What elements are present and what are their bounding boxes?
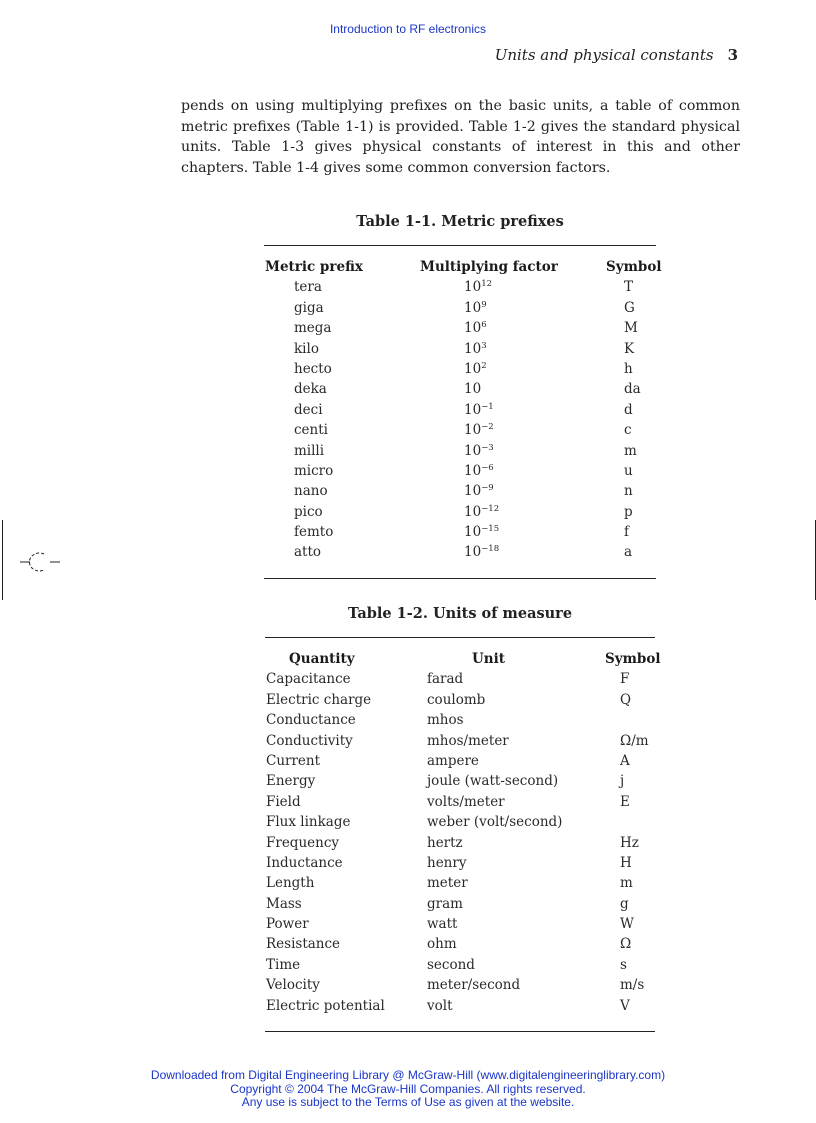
table2-row xyxy=(0,671,816,691)
table1-row xyxy=(0,544,816,564)
factor-base: 10 xyxy=(464,320,482,337)
multiplying-factor xyxy=(464,320,487,336)
quantity-name: Mass xyxy=(266,895,302,912)
table2-header-symbol: Symbol xyxy=(605,651,661,667)
unit-name: coulomb xyxy=(427,691,486,708)
table1-row xyxy=(0,443,816,463)
table1-bottom-rule xyxy=(264,578,656,579)
footer-notice xyxy=(0,1069,816,1110)
factor-base: 10 xyxy=(464,544,482,561)
running-title: Units and physical constants xyxy=(494,46,714,64)
prefix-name: deka xyxy=(294,381,327,398)
exponent: −1 xyxy=(481,401,494,412)
table1-row xyxy=(0,463,816,483)
prefix-name: femto xyxy=(294,524,334,541)
unit-name: volt xyxy=(427,997,453,1014)
unit-symbol: m xyxy=(620,875,633,892)
prefix-symbol: M xyxy=(624,320,638,337)
multiplying-factor xyxy=(464,381,481,397)
unit-symbol: Ω/m xyxy=(620,732,649,749)
exponent: 2 xyxy=(481,360,487,371)
quantity-name: Conductivity xyxy=(266,732,353,749)
unit-symbol: j xyxy=(620,773,625,790)
prefix-name: deci xyxy=(294,401,323,418)
table2-row xyxy=(0,814,816,834)
table2-row xyxy=(0,896,816,916)
prefix-name: kilo xyxy=(294,340,319,357)
quantity-name: Resistance xyxy=(266,936,341,953)
page-number: 3 xyxy=(727,46,738,64)
table2-body xyxy=(0,671,816,1018)
prefix-symbol: a xyxy=(624,544,633,561)
quantity-name: Conductance xyxy=(266,712,356,729)
unit-symbol: g xyxy=(620,895,629,912)
prefix-symbol: p xyxy=(624,503,633,520)
table2-bottom-rule xyxy=(265,1031,655,1032)
factor-base: 10 xyxy=(464,422,482,439)
table1-row xyxy=(0,279,816,299)
table2-row xyxy=(0,875,816,895)
quantity-name: Capacitance xyxy=(266,671,351,688)
quantity-name: Inductance xyxy=(266,854,343,871)
prefix-symbol: m xyxy=(624,442,637,459)
body-paragraph: pends on using multiplying prefixes on the basic units, a table of common metric prefixes (Table 1-1) is provided. Table 1-2 gives the standard physical units. Table 1-3 gives physical constants of interest in this and other chapters. Table 1-4 gives some common conversion factors. xyxy=(181,98,740,176)
unit-name: farad xyxy=(427,671,464,688)
multiplying-factor xyxy=(464,504,499,520)
unit-name: meter xyxy=(427,875,468,892)
table1-header-prefix: Metric prefix xyxy=(265,259,363,275)
table2-top-rule xyxy=(265,637,655,638)
prefix-symbol: da xyxy=(624,381,641,398)
unit-symbol: A xyxy=(620,752,630,769)
quantity-name: Power xyxy=(266,916,309,933)
factor-base: 10 xyxy=(464,462,482,479)
footer-line-terms: Any use is subject to the Terms of Use as given at the website. xyxy=(241,1095,575,1110)
factor-base: 10 xyxy=(464,381,482,398)
prefix-name: giga xyxy=(294,299,324,316)
table2-row xyxy=(0,957,816,977)
exponent: −12 xyxy=(481,503,500,514)
table1-row xyxy=(0,504,816,524)
units-of-measure-table xyxy=(0,651,816,1018)
prefix-symbol: n xyxy=(624,483,633,500)
table2-row xyxy=(0,916,816,936)
table2-row xyxy=(0,977,816,997)
quantity-name: Velocity xyxy=(266,977,320,994)
exponent: −15 xyxy=(481,524,500,535)
prefix-name: centi xyxy=(294,422,328,439)
table2-header-row xyxy=(0,651,816,671)
table1-row xyxy=(0,483,816,503)
factor-base: 10 xyxy=(464,340,482,357)
quantity-name: Electric potential xyxy=(266,997,385,1014)
table1-row xyxy=(0,300,816,320)
factor-base: 10 xyxy=(464,360,482,377)
prefix-symbol: T xyxy=(624,279,634,296)
table2-row xyxy=(0,794,816,814)
prefix-symbol: c xyxy=(624,422,632,439)
unit-name: meter/second xyxy=(427,977,521,994)
table2-row xyxy=(0,692,816,712)
multiplying-factor xyxy=(464,300,487,316)
prefix-name: hecto xyxy=(294,360,332,377)
multiplying-factor xyxy=(464,443,494,459)
unit-symbol: Hz xyxy=(620,834,639,851)
prefix-name: mega xyxy=(294,320,332,337)
exponent: 6 xyxy=(481,320,487,331)
exponent: −6 xyxy=(481,462,494,473)
table2-row xyxy=(0,733,816,753)
prefix-symbol: d xyxy=(624,401,633,418)
quantity-name: Flux linkage xyxy=(266,814,351,831)
table2-row xyxy=(0,712,816,732)
footer-line-download[interactable]: Downloaded from Digital Engineering Library @ McGraw-Hill (www.digitalengineeringlibrary.com) xyxy=(150,1068,666,1082)
prefix-symbol: u xyxy=(624,462,633,479)
unit-symbol: Ω xyxy=(620,936,632,953)
prefix-name: pico xyxy=(294,503,323,520)
exponent: −3 xyxy=(481,442,494,453)
running-head xyxy=(495,46,738,64)
table1-row xyxy=(0,320,816,340)
quantity-name: Field xyxy=(266,793,301,810)
multiplying-factor xyxy=(464,524,499,540)
unit-name: mhos xyxy=(427,712,464,729)
prefix-name: micro xyxy=(294,462,334,479)
factor-base: 10 xyxy=(464,483,482,500)
factor-base: 10 xyxy=(464,524,482,541)
exponent: 3 xyxy=(481,340,487,351)
unit-name: ampere xyxy=(427,752,479,769)
multiplying-factor xyxy=(464,341,487,357)
multiplying-factor xyxy=(464,422,494,438)
multiplying-factor xyxy=(464,544,499,560)
multiplying-factor xyxy=(464,463,494,479)
unit-name: hertz xyxy=(427,834,463,851)
unit-symbol: m/s xyxy=(620,977,645,994)
prefix-name: atto xyxy=(294,544,322,561)
factor-base: 10 xyxy=(464,442,482,459)
quantity-name: Length xyxy=(266,875,315,892)
quantity-name: Frequency xyxy=(266,834,340,851)
unit-name: volts/meter xyxy=(427,793,505,810)
prefix-name: milli xyxy=(294,442,325,459)
table2-row xyxy=(0,998,816,1018)
table1-row xyxy=(0,422,816,442)
prefix-symbol: K xyxy=(624,340,635,357)
unit-name: henry xyxy=(427,854,467,871)
unit-symbol: s xyxy=(620,956,627,973)
unit-name: ohm xyxy=(427,936,457,953)
multiplying-factor xyxy=(464,279,492,295)
multiplying-factor xyxy=(464,402,494,418)
multiplying-factor xyxy=(464,483,494,499)
prefix-name: tera xyxy=(294,279,322,296)
table1-body xyxy=(0,279,816,564)
factor-base: 10 xyxy=(464,299,482,316)
table2-header-quantity: Quantity xyxy=(289,651,355,667)
table2-row xyxy=(0,773,816,793)
quantity-name: Time xyxy=(266,956,301,973)
table2-row xyxy=(0,936,816,956)
unit-symbol: F xyxy=(620,671,630,688)
table1-header-row xyxy=(0,259,816,279)
factor-base: 10 xyxy=(464,401,482,418)
unit-symbol: V xyxy=(620,997,630,1014)
exponent: −18 xyxy=(481,544,500,555)
unit-symbol: H xyxy=(620,854,632,871)
table1-header-factor: Multiplying factor xyxy=(420,259,558,275)
table2-header-unit: Unit xyxy=(472,651,505,667)
table2-row xyxy=(0,835,816,855)
exponent: −9 xyxy=(481,483,494,494)
unit-name: mhos/meter xyxy=(427,732,509,749)
prefix-symbol: f xyxy=(624,524,629,541)
unit-symbol: Q xyxy=(620,691,632,708)
table2-title: Table 1-2. Units of measure xyxy=(347,605,573,622)
factor-base: 10 xyxy=(464,503,482,520)
table1-top-rule xyxy=(264,245,656,246)
unit-name: joule (watt-second) xyxy=(427,773,559,790)
table1-row xyxy=(0,524,816,544)
quantity-name: Current xyxy=(266,752,321,769)
table1-title: Table 1-1. Metric prefixes xyxy=(356,213,564,230)
prefix-symbol: h xyxy=(624,360,633,377)
exponent: 9 xyxy=(481,299,487,310)
unit-name: weber (volt/second) xyxy=(427,814,563,831)
table1-row xyxy=(0,341,816,361)
quantity-name: Electric charge xyxy=(266,691,372,708)
factor-base: 10 xyxy=(464,279,482,296)
table1-row xyxy=(0,402,816,422)
crop-mark-left xyxy=(2,520,3,600)
metric-prefix-table xyxy=(0,259,816,565)
table1-row xyxy=(0,361,816,381)
multiplying-factor xyxy=(464,361,487,377)
table1-header-symbol: Symbol xyxy=(606,259,662,275)
unit-name: gram xyxy=(427,895,463,912)
unit-symbol: E xyxy=(620,793,630,810)
exponent: −2 xyxy=(481,422,494,433)
prefix-name: nano xyxy=(294,483,328,500)
footer-line-copyright: Copyright © 2004 The McGraw-Hill Companies. All rights reserved. xyxy=(230,1081,586,1096)
quantity-name: Energy xyxy=(266,773,316,790)
unit-name: second xyxy=(427,956,475,973)
exponent: 12 xyxy=(481,279,493,290)
top-link[interactable]: Introduction to RF electronics xyxy=(329,22,487,36)
registration-mark-icon xyxy=(20,548,60,578)
unit-symbol: W xyxy=(620,916,634,933)
prefix-symbol: G xyxy=(624,299,635,316)
table1-row xyxy=(0,381,816,401)
table2-row xyxy=(0,753,816,773)
unit-name: watt xyxy=(427,916,458,933)
table2-row xyxy=(0,855,816,875)
